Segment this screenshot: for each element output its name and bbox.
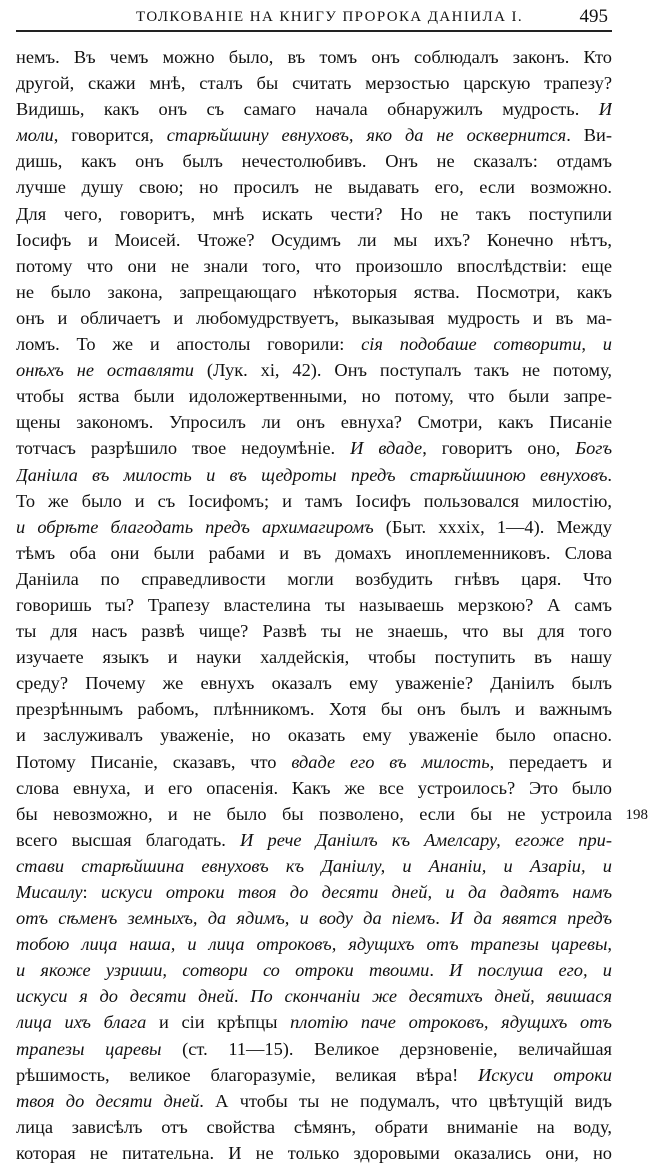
text-segment: (ст. 11—15). Великое дерзновеніе, величайшая	[161, 1038, 612, 1059]
italic-quote-segment: старѣйшину евнуховъ, яко да не осквернится	[166, 125, 567, 146]
text-line	[16, 357, 612, 383]
text-segment: Іосифъ и Моисей. Чтоже? Осудимъ ли мы ихъ? Конечно нѣтъ,	[16, 229, 612, 250]
text-line	[16, 514, 612, 540]
text-segment: рѣшимость, великое благоразуміе, великая вѣра!	[16, 1064, 479, 1085]
text-line	[16, 253, 612, 279]
text-segment: немъ. Въ чемъ можно было, въ томъ онъ соблюдалъ законъ. Кто	[16, 47, 612, 67]
italic-quote-segment: моли	[16, 125, 54, 146]
italic-quote-segment: Мисаилу	[16, 882, 83, 902]
text-segment: не было закона, запрещающаго нѣкоторыя яства. Посмотри, какъ	[16, 281, 612, 302]
italic-quote-segment: онѣхъ не оставляти	[16, 360, 194, 381]
italic-quote-segment: И послуша его, и	[449, 960, 612, 981]
text-segment: ты для насъ развѣ чище? Развѣ ты не знаешь, что вы для того	[16, 621, 612, 642]
text-line	[16, 227, 612, 253]
text-line	[16, 722, 612, 748]
italic-quote-segment: искуси отроки твоя до десяти дней, и да дадятъ намъ	[101, 882, 612, 902]
running-title: ТОЛКОВАНІЕ НА КНИГУ ПРОРОКА ДАНІИЛА I.	[136, 9, 524, 25]
italic-quote-segment: твоя до десяти дней	[16, 1090, 200, 1111]
text-line	[16, 775, 612, 801]
italic-quote-segment: Искуси отроки	[478, 1064, 612, 1085]
margin-note: 198	[625, 807, 648, 823]
text-segment: .	[429, 960, 450, 981]
text-line	[16, 853, 612, 879]
text-segment: Потому Писаніе, сказавъ, что	[16, 751, 292, 772]
italic-quote-segment: По скончаніи же десятихъ дней, явишася	[250, 986, 612, 1007]
text-segment: :	[82, 882, 102, 902]
italic-quote-segment: вдаде его въ милость	[291, 751, 490, 772]
text-line	[16, 983, 612, 1009]
text-line	[16, 1140, 612, 1166]
text-segment: щены закономъ. Упросилъ ли онъ евнуха? Смотри, какъ Писаніе	[16, 412, 612, 433]
text-line	[16, 122, 612, 148]
text-line	[16, 331, 612, 357]
text-line	[16, 409, 612, 435]
text-segment: (Лук. xi, 42). Онъ поступалъ такъ не потому,	[193, 360, 612, 381]
text-segment: всего высшая благодать.	[16, 829, 241, 850]
text-line	[16, 383, 612, 409]
text-line	[16, 670, 612, 696]
text-line	[16, 96, 612, 122]
text-segment: чтобы яства были идоложертвенными, но потому, что были запре-	[16, 386, 612, 407]
text-line	[16, 801, 612, 827]
body-text	[16, 44, 612, 1166]
italic-quote-segment: плотію паче отроковъ, ядущихъ отъ	[290, 1012, 612, 1033]
italic-quote-segment: Богъ	[575, 438, 612, 459]
text-segment: , говоритъ оно,	[422, 438, 576, 459]
italic-quote-segment: И да явятся предъ	[450, 908, 612, 929]
text-segment: То же было и съ Іосифомъ; и тамъ Іосифъ пользовался милостію,	[16, 490, 612, 511]
text-segment: слова евнуха, и его опасенія. Какъ же все устроилось? Это было	[16, 777, 612, 798]
italic-quote-segment: И	[598, 99, 612, 120]
text-line	[16, 566, 612, 592]
text-segment: тотчасъ разрѣшило твое недоумѣніе.	[16, 438, 351, 459]
italic-quote-segment: и якоже узриши, сотвори со отроки твоими	[16, 960, 430, 981]
text-line	[16, 644, 612, 670]
italic-quote-segment: И рече Даніилъ къ Амелсару, егоже при-	[240, 829, 612, 850]
text-segment: .	[607, 464, 612, 485]
text-line	[16, 44, 612, 70]
italic-quote-segment: Даніила въ милость и въ щедроты предъ старѣйшиною евнуховъ	[16, 464, 608, 485]
text-segment: Даніила по справедливости могли возбудить гнѣвъ царя. Что	[16, 568, 612, 589]
italic-quote-segment: И вдаде	[350, 438, 423, 459]
text-segment: .	[233, 986, 251, 1007]
text-line	[16, 957, 612, 983]
text-segment: говоришь ты? Трапезу властелина ты называешь мерзкою? А самъ	[16, 594, 612, 615]
text-line	[16, 696, 612, 722]
text-segment: Для чего, говоритъ, мнѣ искать чести? Но не такъ поступили	[16, 203, 612, 224]
text-line	[16, 618, 612, 644]
text-segment: (Быт. xxxix, 1—4). Между	[373, 516, 612, 537]
italic-quote-segment: тобою лица наша, и лица отроковъ, ядущихъ отъ трапезы царевы,	[16, 934, 612, 955]
italic-quote-segment: лица ихъ блага	[16, 1012, 147, 1033]
text-segment: онъ и обличаетъ и любомудрствуетъ, выказывая мудрость и въ ма-	[16, 307, 612, 328]
text-segment: среду? Почему же евнухъ оказалъ ему уваженіе? Даніилъ былъ	[16, 673, 612, 694]
text-segment: другой, скажи мнѣ, сталъ бы считать мерзостью царскую трапезу?	[16, 73, 612, 94]
italic-quote-segment: отъ сѣменъ земныхъ, да ядимъ, и воду да піемъ	[16, 908, 436, 929]
text-line	[16, 1114, 612, 1140]
page-header	[16, 4, 612, 32]
text-segment: ломъ. То же и апостолы говорили:	[16, 334, 362, 355]
text-line	[16, 279, 612, 305]
text-segment: которая не питательна. И не только здоровыми оказались они, но	[16, 1142, 612, 1163]
text-line	[16, 305, 612, 331]
text-line	[16, 1036, 612, 1062]
text-segment: .	[435, 908, 451, 929]
text-segment: , говорится,	[53, 125, 167, 146]
text-segment: тѣмъ оба они были рабами и въ домахъ иноплеменниковъ. Слова	[16, 542, 612, 563]
text-line	[16, 201, 612, 227]
text-line	[16, 435, 612, 461]
text-line	[16, 827, 612, 853]
text-line	[16, 488, 612, 514]
text-line	[16, 931, 612, 957]
text-segment: лучше душу свою; но просилъ не выдавать его, если возможно.	[16, 177, 612, 198]
text-segment: презрѣннымъ рабомъ, плѣнникомъ. Хотя бы онъ былъ и важнымъ	[16, 699, 612, 720]
text-segment: . А чтобы ты не подумалъ, что цвѣтущій видъ	[199, 1090, 612, 1111]
text-line	[16, 462, 612, 488]
text-line	[16, 592, 612, 618]
text-segment: и сіи крѣпцы	[146, 1012, 291, 1033]
text-segment: . Ви-	[566, 125, 612, 146]
text-segment: Видишь, какъ онъ съ самаго начала обнаружилъ мудрость.	[16, 99, 599, 120]
italic-quote-segment: искуси я до десяти дней	[16, 986, 234, 1007]
text-line	[16, 1088, 612, 1114]
text-line	[16, 174, 612, 200]
text-segment: бы невозможно, и не было бы позволено, если бы не устроила	[16, 803, 612, 824]
text-line	[16, 749, 612, 775]
text-line	[16, 70, 612, 96]
italic-quote-segment: трапезы царевы	[16, 1038, 162, 1059]
italic-quote-segment: сія подобаше сотворити, и	[361, 334, 612, 355]
text-segment: изучаете языкъ и науки халдейскія, чтобы поступить въ нашу	[16, 647, 612, 668]
text-segment: , передаетъ и	[489, 751, 612, 772]
text-line	[16, 148, 612, 174]
text-line	[16, 905, 612, 931]
text-line	[16, 1009, 612, 1035]
italic-quote-segment: и обрѣте благодать предъ архимагиромъ	[16, 516, 374, 537]
text-line	[16, 879, 612, 905]
text-line	[16, 540, 612, 566]
text-segment: и заслуживалъ уваженіе, но оказать ему уваженіе было опасно.	[16, 725, 612, 746]
italic-quote-segment: стави старѣйшина евнуховъ къ Даніилу, и Ананіи, и Азаріи, и	[16, 855, 612, 876]
text-segment: лица зависѣлъ отъ свойства сѣмянъ, обрати вниманіе на воду,	[16, 1116, 612, 1137]
text-segment: потому что они не знали того, что произошло впослѣдствіи: еще	[16, 255, 612, 276]
text-segment: дишь, какъ онъ былъ нечестолюбивъ. Онъ не сказалъ: отдамъ	[16, 151, 612, 172]
page-number: 495	[579, 6, 608, 27]
